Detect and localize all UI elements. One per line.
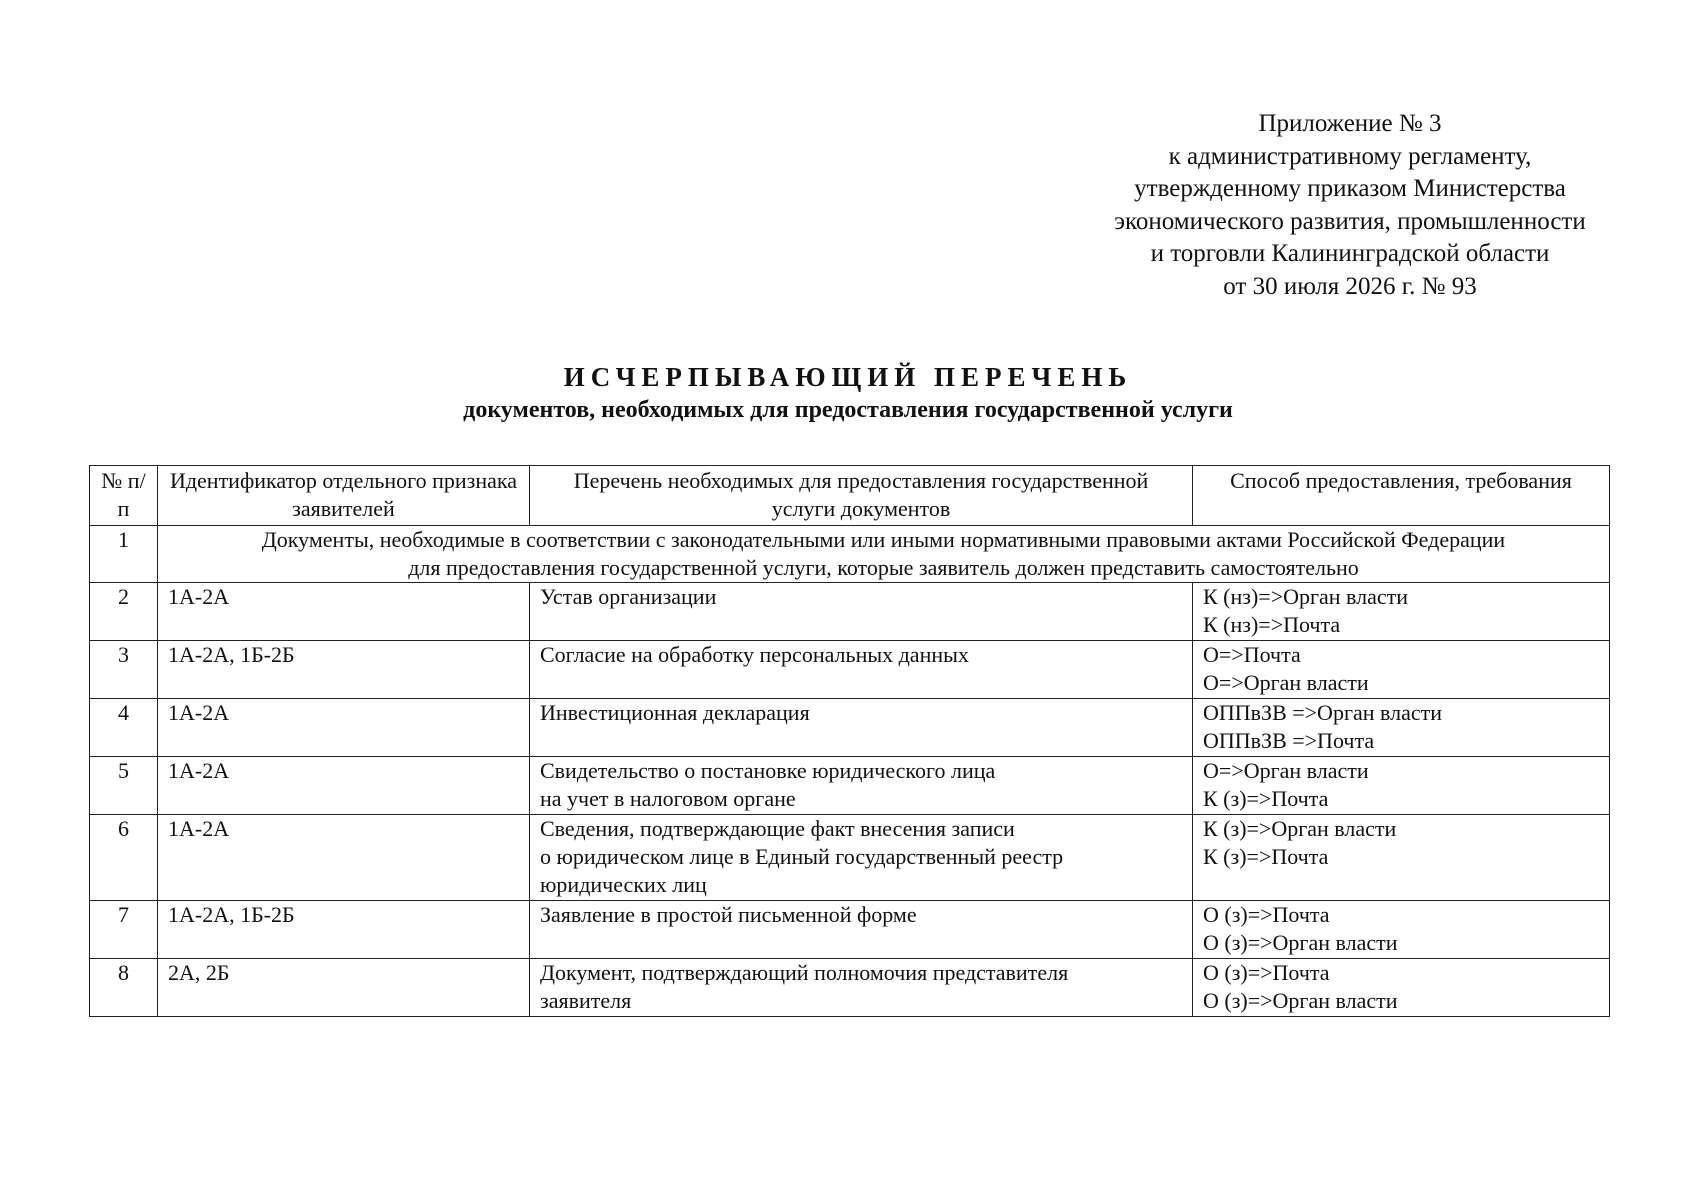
document-title (90, 360, 1606, 426)
header-identifier (158, 466, 530, 526)
method-line: О=>Почта (1203, 642, 1301, 667)
document-line: Согласие на обработку персональных данных (540, 642, 969, 667)
title-sub: документов, необходимых для предоставления государственной услуги (463, 397, 1233, 423)
row-num: 4 (90, 699, 158, 757)
row-num: 2 (90, 583, 158, 641)
header-documents (530, 466, 1193, 526)
header-text: № (101, 468, 123, 493)
method-line: К (нз)=>Орган власти (1203, 584, 1409, 609)
row-num: 8 (90, 959, 158, 1017)
annex-line: экономического развития, промышленности (1114, 207, 1586, 235)
table-row (90, 641, 1610, 699)
row-method (1193, 815, 1610, 901)
row-method (1193, 757, 1610, 815)
document-line: юридических лиц (540, 872, 707, 897)
method-line: К (з)=>Орган власти (1203, 816, 1397, 841)
header-text: государственной услуги документов (771, 468, 1149, 521)
table-row (90, 901, 1610, 959)
method-line: ОППвЗВ =>Почта (1203, 728, 1375, 753)
table-row (90, 699, 1610, 757)
documents-table (89, 465, 1610, 1017)
row-document (530, 815, 1193, 901)
document-line: заявителя (540, 988, 632, 1013)
method-line: О (з)=>Орган власти (1203, 988, 1398, 1013)
row-identifier: 1А-2А (158, 699, 530, 757)
section-line: для предоставления государственной услуги, которые заявитель должен представить самостоятельно (408, 555, 1359, 580)
header-text: Идентификатор отдельного (169, 468, 427, 493)
method-line: О (з)=>Почта (1203, 902, 1330, 927)
row-method (1193, 583, 1610, 641)
row-identifier: 2А, 2Б (158, 959, 530, 1017)
row-identifier: 1А-2А (158, 815, 530, 901)
document-line: на учет в налоговом органе (540, 786, 796, 811)
row-num: 5 (90, 757, 158, 815)
document-line: Документ, подтверждающий полномочия представителя (540, 960, 1069, 985)
section-text (158, 526, 1610, 583)
table-row (90, 583, 1610, 641)
annex-line: к административному регламенту, (1168, 142, 1532, 170)
method-line: ОППвЗВ =>Орган власти (1203, 700, 1443, 725)
row-document (530, 901, 1193, 959)
section-line: Документы, необходимые в соответствии с законодательными или иными нормативными правовыми актами Российской Федерации (261, 527, 1506, 552)
row-document (530, 699, 1193, 757)
header-text: Перечень необходимых для предоставления (573, 468, 986, 493)
row-document (530, 757, 1193, 815)
row-document (530, 583, 1193, 641)
table-row (90, 757, 1610, 815)
method-line: О (з)=>Орган власти (1203, 930, 1398, 955)
method-line: О=>Орган власти (1203, 758, 1369, 783)
annex-line: утвержденному приказом Министерства (1134, 175, 1566, 202)
document-line: Инвестиционная декларация (540, 700, 810, 725)
row-identifier: 1А-2А (158, 583, 530, 641)
document-line: Заявление в простой письменной форме (540, 902, 917, 927)
row-identifier: 1А-2А, 1Б-2Б (158, 641, 530, 699)
row-method (1193, 699, 1610, 757)
row-document (530, 641, 1193, 699)
row-identifier: 1А-2А (158, 757, 530, 815)
row-method (1193, 901, 1610, 959)
method-line: О=>Орган власти (1203, 670, 1369, 695)
annex-header (1060, 108, 1640, 303)
row-method (1193, 641, 1610, 699)
annex-line: от 30 июля 2026 г. № 93 (1223, 272, 1477, 300)
row-method (1193, 959, 1610, 1017)
row-num: 1 (90, 526, 158, 583)
row-num: 7 (90, 901, 158, 959)
document-line: Свидетельство о постановке юридического лица (540, 758, 996, 783)
annex-line: и торговли Калининградской области (1150, 240, 1550, 267)
document-line: Устав организации (540, 584, 717, 609)
annex-line: Приложение № 3 (1258, 110, 1442, 137)
method-line: К (з)=>Почта (1203, 844, 1329, 869)
row-num: 6 (90, 815, 158, 901)
document-line: Сведения, подтверждающие факт внесения записи (540, 816, 1015, 841)
header-method (1193, 466, 1610, 526)
method-line: К (з)=>Почта (1203, 786, 1329, 811)
row-num: 3 (90, 641, 158, 699)
header-text: признака заявителей (292, 468, 518, 521)
header-text: Способ предоставления, требования (1230, 468, 1572, 493)
header-text: п/п (117, 468, 146, 521)
title-main: ИСЧЕРПЫВАЮЩИЙ ПЕРЕЧЕНЬ (563, 362, 1133, 392)
document-line: о юридическом лице в Единый государственный реестр (540, 844, 1064, 869)
table-header-row (90, 466, 1610, 526)
table-row (90, 959, 1610, 1017)
method-line: К (нз)=>Почта (1203, 612, 1341, 637)
row-document (530, 959, 1193, 1017)
section-row (90, 526, 1610, 583)
header-num (90, 466, 158, 526)
row-identifier: 1А-2А, 1Б-2Б (158, 901, 530, 959)
method-line: О (з)=>Почта (1203, 960, 1330, 985)
table-row (90, 815, 1610, 901)
